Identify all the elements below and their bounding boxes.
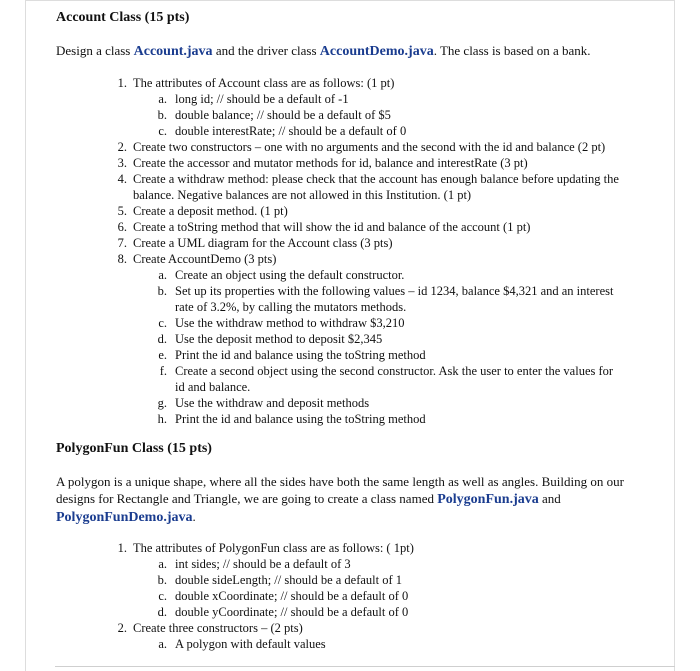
page-border-right bbox=[674, 0, 675, 671]
page-border-bottom bbox=[55, 666, 675, 667]
polygon-class-name: PolygonFun.java bbox=[437, 492, 539, 507]
account-class-name: Account.java bbox=[133, 44, 213, 59]
polygon-intro: A polygon is a unique shape, where all the sides have both the same length as well as angles. Building on our designs for Rectangle and Triangle, we are going to create a class named PolygonFun.java and PolygonFunDemo.java. bbox=[56, 474, 624, 525]
page-border-left bbox=[25, 0, 26, 671]
page-border-top bbox=[25, 0, 675, 1]
polygon-demo-class-name: PolygonFunDemo.java bbox=[56, 510, 193, 525]
account-intro bbox=[56, 42, 656, 60]
account-demo-class-name: AccountDemo.java bbox=[319, 44, 434, 59]
account-heading: Account Class (15 pts) bbox=[56, 10, 190, 25]
account-intro-text-1: Design a class bbox=[56, 43, 134, 58]
polygon-heading: PolygonFun Class (15 pts) bbox=[56, 441, 212, 456]
account-intro-text-2: and the driver class bbox=[212, 43, 320, 58]
document-page: Account Class (15 pts) Design a class Account.java and the driver class AccountDemo.java. The class is based on a bank. 1. The attributes of Account class are as follows: (1 pt) a. long id; // should be a default of -1 b. double balance; // should be a default of $5 c. double interestRate; // should be a default of 0 2. Create two constructors – one with no arguments and the second with the id and balance (2 pt) 3. Create the accessor and mutator methods for id, balance and interestRate (3 pt) 4. Create a withdraw method: please check that the account has enough balance before updating the balance. Negative balances are not allowed in this Institution. (1 pt) 5. Create a deposit method. (1 pt) 6. Create a toString method that will show the id and balance of the account (1 pt) 7. Create a UML diagram for the Account class (3 pts) 8. Create AccountDemo (3 pts) a. Create an object using the default constructor. b. Set up its properties with the following values – id 1234, balance $4,321 and an interest rate of 3.2%, by calling the mutators methods. c. Use the withdraw method to withdraw $3,210 d. Use the deposit method to deposit $2,345 e. Print the id and balance using the toString method f. Create a second object using the second constructor. Ask the user to enter the values for id and balance. g. Use the withdraw and deposit methods h. Print the id and balance using the toString method PolygonFun Class (15 pts) A polygon is a unique shape, where all the sides have both the same length as well as angles. Building on our designs for Rectangle and Triangle, we are going to create a class named PolygonFun.java and PolygonFunDemo.java. 1. The attributes of PolygonFun class are as follows: ( 1pt) a. int sides; // should be a default of 3 b. double sideLength; // should be a default of 1 c. double xCoordinate; // should be a default of 0 d. double yCoordinate; // should be a default of 0 2. Create three constructors – (2 pts) a. A polygon with default values bbox=[0, 0, 700, 671]
account-intro-text-3: . The class is based on a bank. bbox=[433, 43, 591, 58]
